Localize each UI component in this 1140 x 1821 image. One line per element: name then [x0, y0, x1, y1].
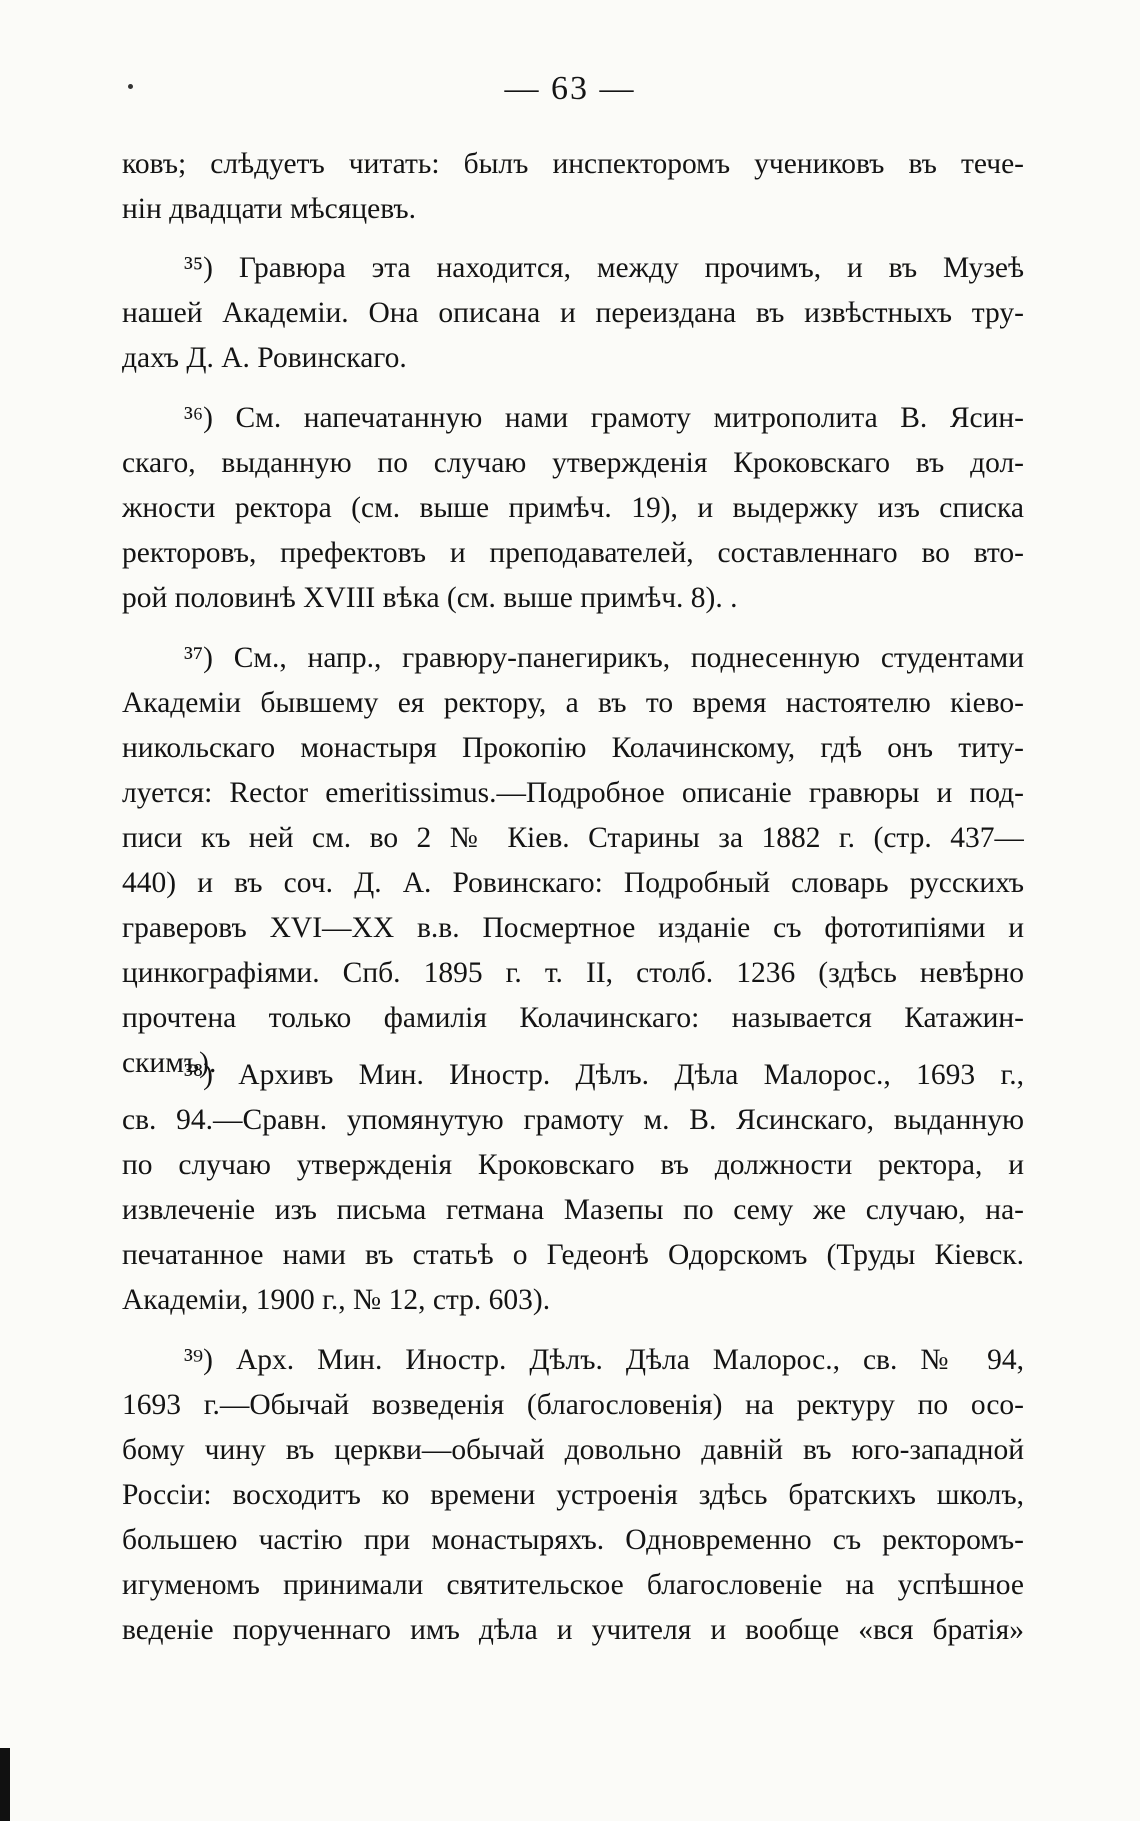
- text-line: дахъ Д. А. Ровинскаго.: [122, 342, 407, 374]
- text-line: Россіи: восходитъ ко времени устроенія здѣсь братскихъ школъ,: [122, 1479, 1024, 1511]
- text-line: извлеченіе изъ письма гетмана Мазепы по сему же случаю, на-: [122, 1194, 1024, 1226]
- text-line: скаго, выданную по случаю утвержденія Кроковскаго въ дол-: [122, 447, 1024, 479]
- text-line: большею частію при монастыряхъ. Одновременно съ ректоромъ-: [122, 1524, 1024, 1556]
- text-line: цинкографіями. Спб. 1895 г. т. II, столб. 1236 (здѣсь невѣрно: [122, 957, 1024, 989]
- text-line: рой половинѣ XVIII вѣка (см. выше примѣч. 8). .: [122, 582, 738, 614]
- text-line: по случаю утвержденія Кроковскаго въ должности ректора, и: [122, 1149, 1024, 1181]
- binding-edge-mark: [0, 1748, 10, 1821]
- text-line: ректоровъ, префектовъ и преподавателей, составленнаго во вто-: [122, 537, 1024, 569]
- text-line: ³⁸) Архивъ Мин. Иностр. Дѣлъ. Дѣла Малорос., 1693 г.,: [184, 1059, 1024, 1091]
- text-line: нашей Академіи. Она описана и переиздана въ извѣстныхъ тру-: [122, 297, 1024, 329]
- text-line: ³⁵) Гравюра эта находится, между прочимъ, и въ Музеѣ: [184, 252, 1024, 284]
- text-line: игуменомъ принимали святительское благословеніе на успѣшное: [122, 1569, 1024, 1601]
- footnote-36: [122, 396, 1024, 621]
- footnote-37: [122, 636, 1024, 1086]
- text-line: писи къ ней см. во 2 № Кiев. Старины за 1882 г. (стр. 437—: [122, 822, 1024, 854]
- text-line: прочтена только фамилія Колачинскаго: называется Катажин-: [122, 1002, 1024, 1034]
- footnote-38: [122, 1053, 1024, 1323]
- text-line: Академіи бывшему ея ректору, а въ то время настоятелю кіево-: [122, 687, 1024, 719]
- scan-speck: [128, 84, 133, 89]
- text-line: 440) и въ соч. Д. А. Ровинскаго: Подробный словарь русскихъ: [122, 867, 1024, 899]
- text-line: ³⁶) См. напечатанную нами грамоту митрополита В. Ясин-: [184, 402, 1024, 434]
- text-line: 1693 г.—Обычай возведенія (благословенія) на ректуру по осо-: [122, 1389, 1024, 1421]
- text-line: ковъ; слѣдуетъ читать: былъ инспекторомъ учениковъ въ тече-: [122, 148, 1024, 180]
- text-line: жности ректора (см. выше примѣч. 19), и выдержку изъ списка: [122, 492, 1024, 524]
- text-line: луется: Rector emeritissimus.—Подробное описаніе гравюры и под-: [122, 777, 1024, 809]
- text-line: нін двадцати мѣсяцевъ.: [122, 193, 417, 225]
- text-line: веденіе порученнаго имъ дѣла и учителя и вообще «вся братія»: [122, 1614, 1024, 1646]
- text-line: граверовъ XVI—XX в.в. Посмертное изданіе съ фототипіями и: [122, 912, 1024, 944]
- footnote-34-continuation: [122, 142, 1024, 232]
- footnote-35: [122, 246, 1024, 381]
- footnote-39: [122, 1338, 1024, 1653]
- text-line: бому чину въ церкви—обычай довольно давній въ юго-западной: [122, 1434, 1024, 1466]
- text-line: скимъ).: [122, 1047, 217, 1079]
- text-line: ³⁹) Арх. Мин. Иностр. Дѣлъ. Дѣла Малорос., св. № 94,: [184, 1344, 1024, 1376]
- text-line: св. 94.—Сравн. упомянутую грамоту м. В. Ясинскаго, выданную: [122, 1104, 1024, 1136]
- text-line: ³⁷) См., напр., гравюру-панегирикъ, поднесенную студентами: [184, 642, 1024, 674]
- page-number: — 63 —: [504, 70, 636, 107]
- text-line: печатанное нами въ статьѣ о Гедеонѣ Одорскомъ (Труды Кіевск.: [122, 1239, 1024, 1271]
- text-line: Академіи, 1900 г., № 12, стр. 603).: [122, 1284, 551, 1316]
- text-line: никольскаго монастыря Прокопію Колачинскому, гдѣ онъ титу-: [122, 732, 1024, 764]
